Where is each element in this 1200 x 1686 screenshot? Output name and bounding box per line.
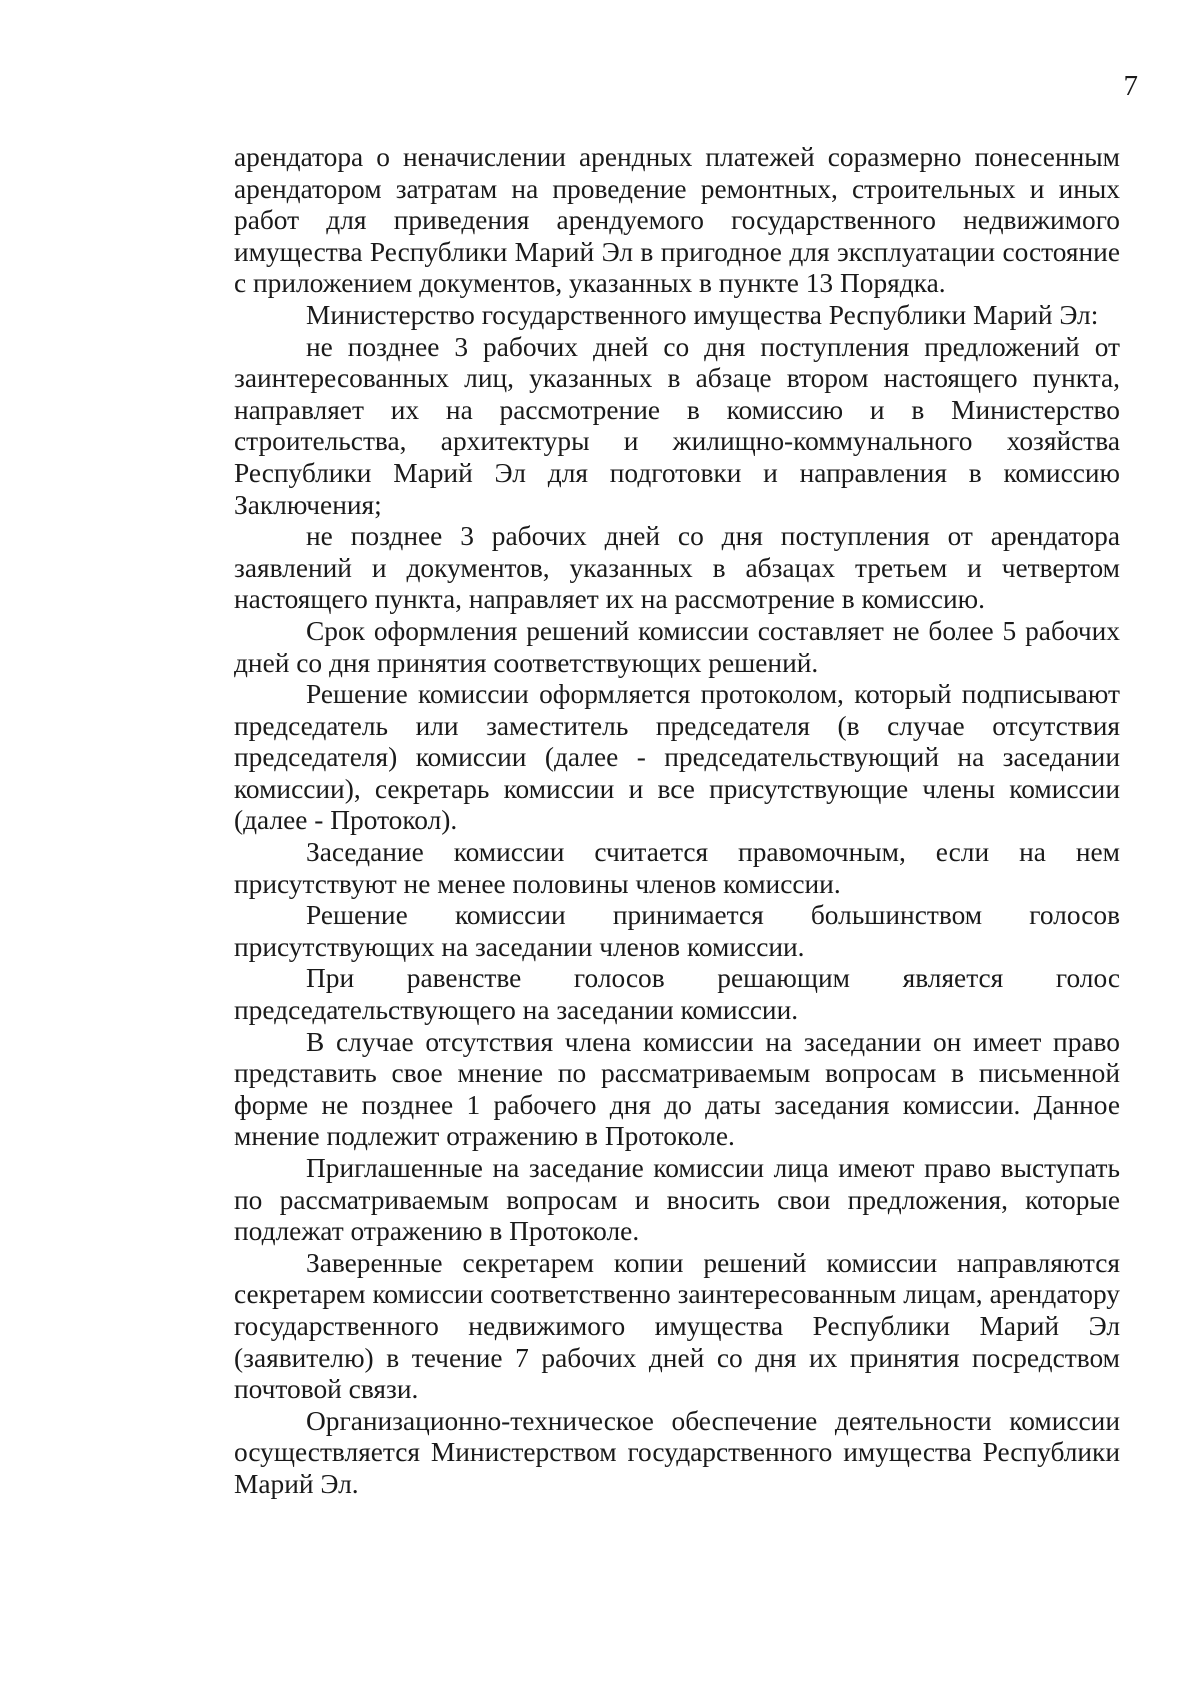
paragraph-protocol: Решение комиссии оформляется протоколом, который подписывают председатель или заместитель председателя (в случае отсутствия председателя) комиссии (далее - председательствующий на заседании комиссии), секретарь комиссии и все присутствующие члены комиссии (далее - Протокол). [234,679,1120,836]
paragraph-proposals-deadline: не позднее 3 рабочих дней со дня поступления предложений от заинтересованных лиц, указанных в абзаце втором настоящего пункта, направляет их на рассмотрение в комиссию и в Министерство строительства, архитектуры и жилищно-коммунального хозяйства Республики Марий Эл для подготовки и направления в комиссию Заключения; [234,331,1120,520]
paragraph-copies-distribution: Заверенные секретарем копии решений комиссии направляются секретарем комиссии соответственно заинтересованным лицам, арендатору государственного недвижимого имущества Республики Марий Эл (заявителю) в течение 7 рабочих дней со дня их принятия посредством почтовой связи. [234,1247,1120,1405]
paragraph-continuation: арендатора о неначислении арендных платежей соразмерно понесенным арендатором затратам на проведение ремонтных, строительных и иных работ для приведения арендуемого государственного недвижимого имущества Республики Марий Эл в пригодное для эксплуатации состояние с приложением документов, указанных в пункте 13 Порядка. [234,142,1120,299]
paragraph-invited-persons: Приглашенные на заседание комиссии лица имеют право выступать по рассматриваемым вопросам и вносить свои предложения, которые подлежат отражению в Протоколе. [234,1153,1120,1247]
document-body [234,142,1120,1501]
paragraph-majority-vote: Решение комиссии принимается большинством голосов присутствующих на заседании членов комиссии. [234,900,1120,962]
paragraph-organizational-support: Организационно-техническое обеспечение деятельности комиссии осуществляется Министерством государственного имущества Республики Марий Эл. [234,1405,1120,1499]
paragraph-written-opinion: В случае отсутствия члена комиссии на заседании он имеет право представить свое мнение по рассматриваемым вопросам в письменной форме не позднее 1 рабочего дня до даты заседания комиссии. Данное мнение подлежит отражению в Протоколе. [234,1026,1120,1152]
paragraph-quorum: Заседание комиссии считается правомочным, если на нем присутствуют не менее половины членов комиссии. [234,837,1120,899]
paragraph-ministry-intro: Министерство государственного имущества Республики Марий Эл: [306,299,1099,330]
paragraph-tie-vote: При равенстве голосов решающим является голос председательствующего на заседании комиссии. [234,963,1120,1026]
paragraph-decision-term: Срок оформления решений комиссии составляет не более 5 рабочих дней со дня принятия соответствующих решений. [234,615,1120,678]
paragraph-applications-deadline: не позднее 3 рабочих дней со дня поступления от арендатора заявлений и документов, указанных в абзацах третьем и четвертом настоящего пункта, направляет их на рассмотрение в комиссию. [234,521,1120,615]
page-number: 7 [1123,70,1138,102]
